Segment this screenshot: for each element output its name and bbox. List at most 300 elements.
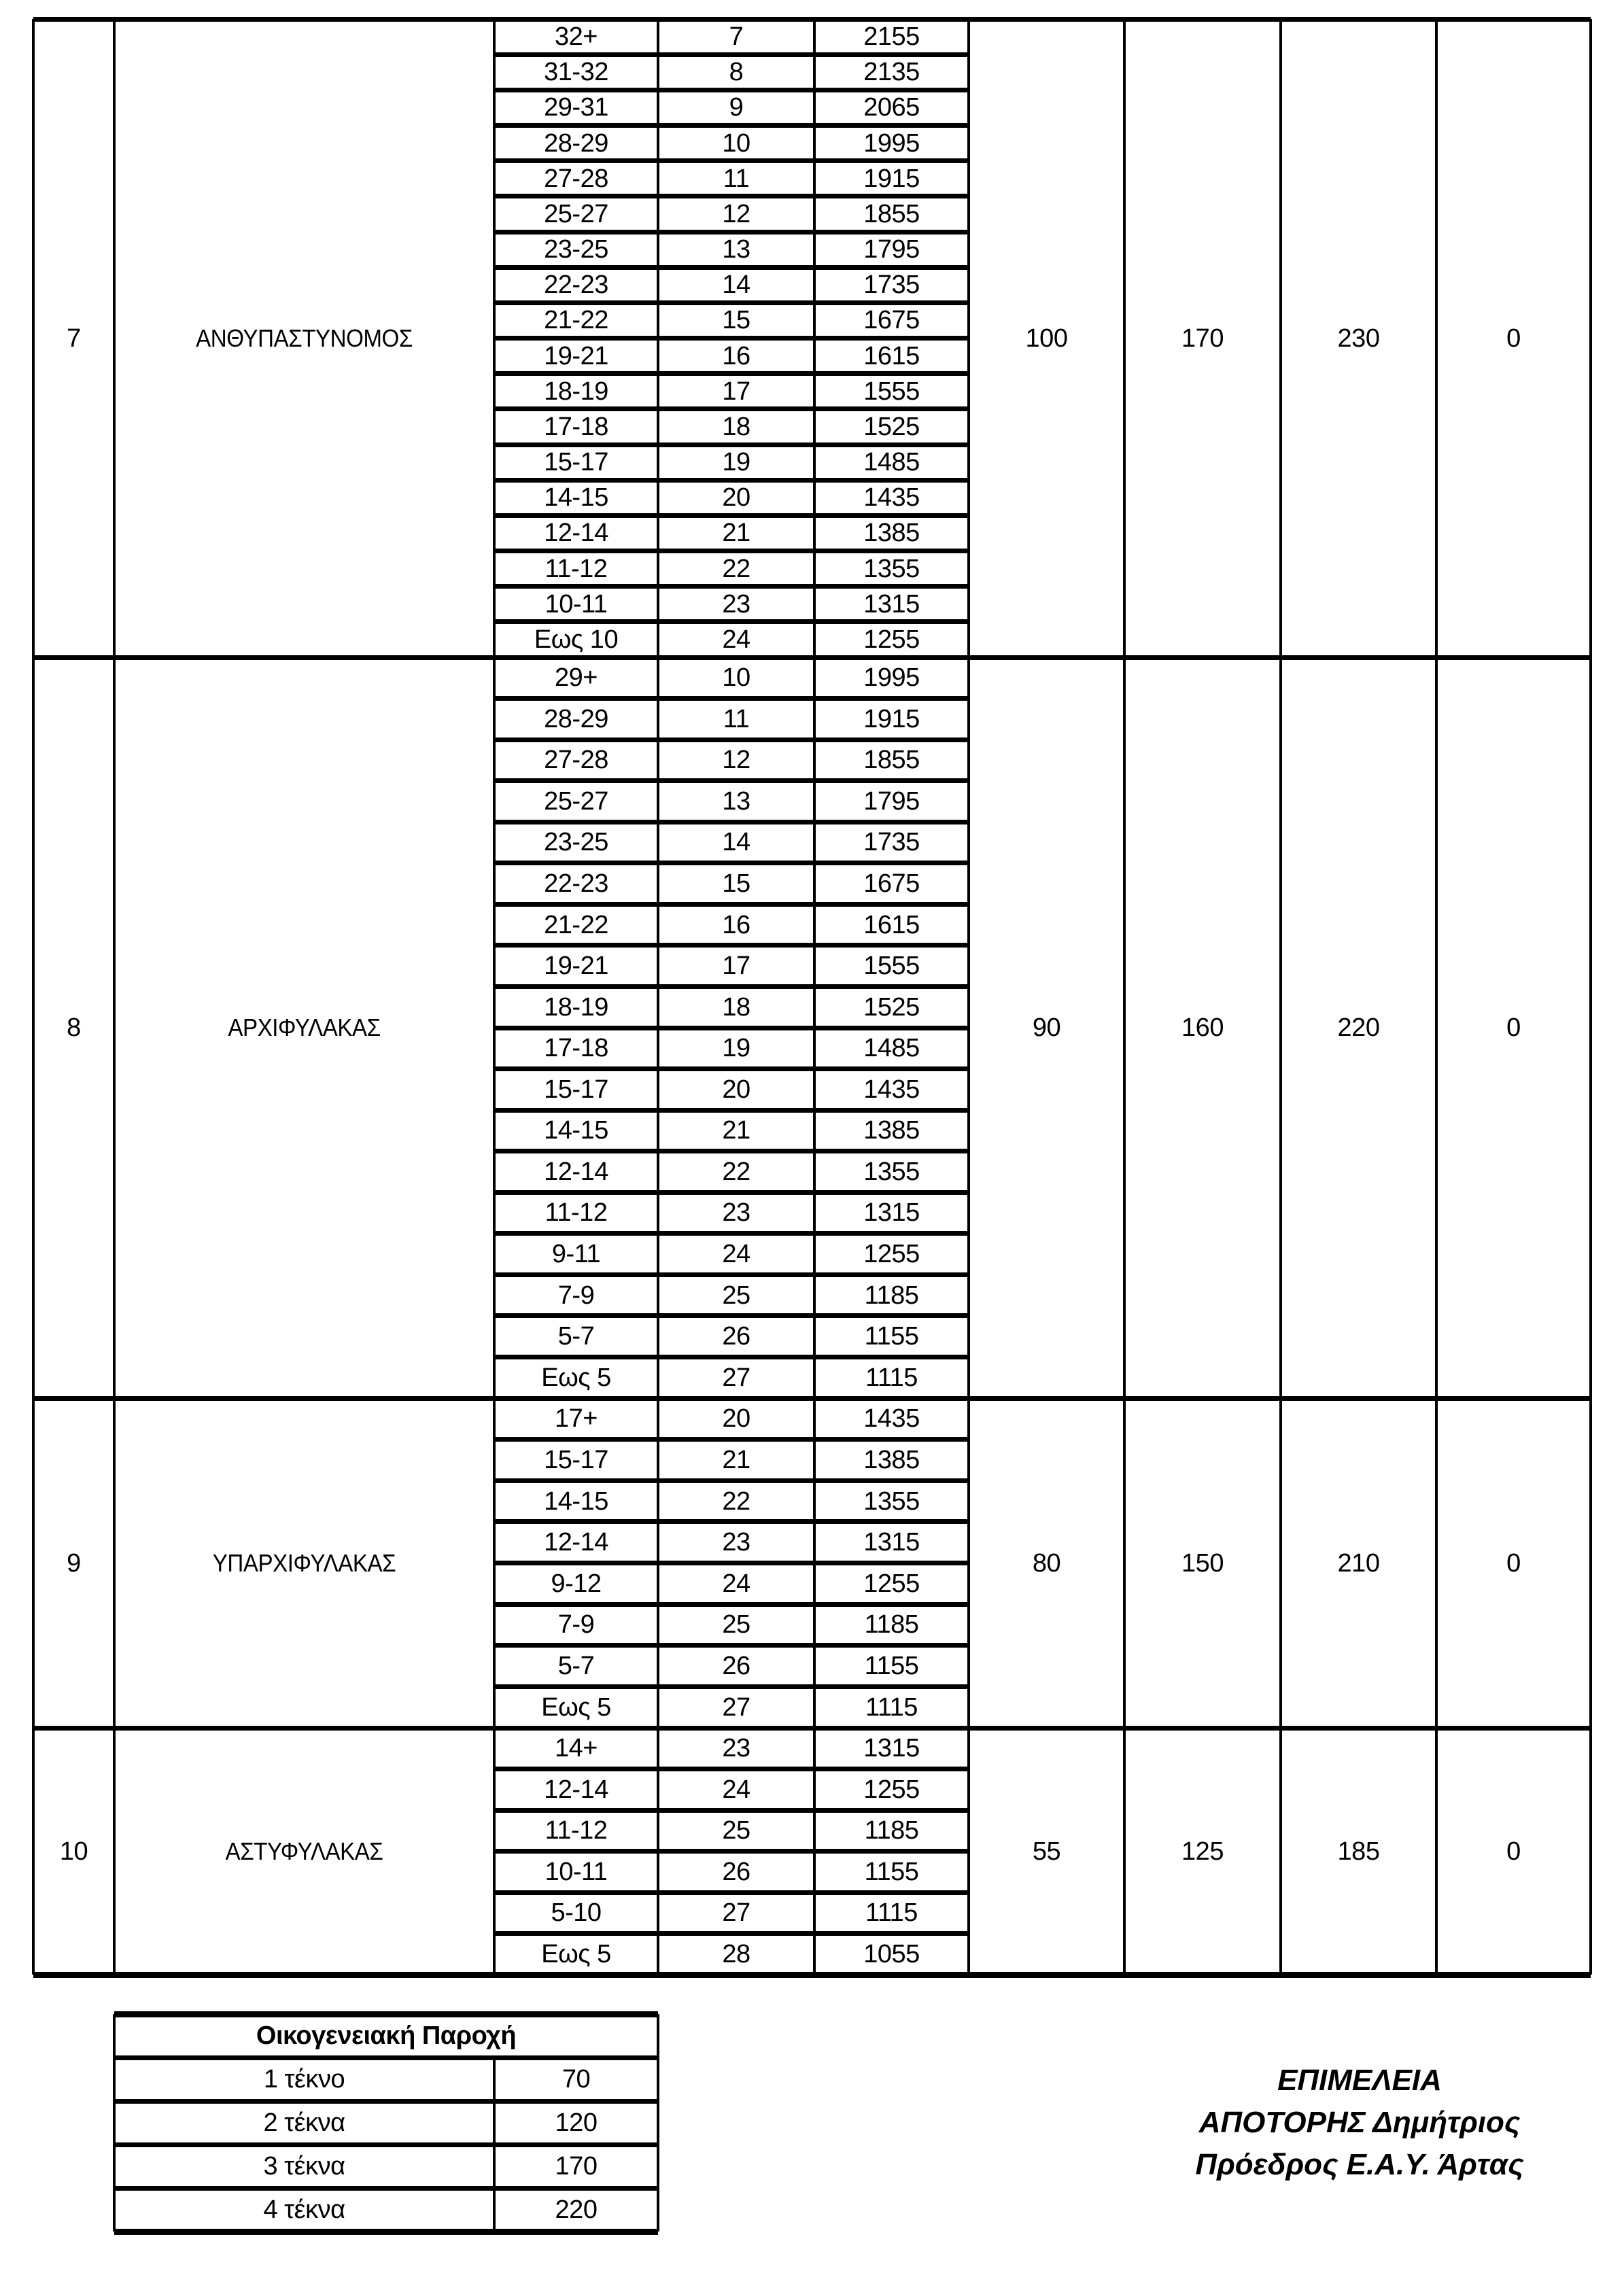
years-of-service-text: 18-19: [544, 992, 608, 1022]
rank-number-text: 8: [67, 1013, 81, 1042]
years-of-service-text: 7-9: [557, 1281, 595, 1310]
allowance-a-text: 80: [1032, 1548, 1061, 1578]
years-of-service: [494, 1522, 658, 1563]
years-of-service: [494, 445, 658, 480]
column-divider: [1435, 19, 1438, 657]
years-of-service-text: Εως 5: [541, 1939, 611, 1968]
salary-grade-text: 23: [722, 589, 750, 619]
row-divider: [494, 513, 969, 518]
salary-grade-text: 12: [722, 746, 750, 775]
salary-grade-text: 23: [722, 1528, 750, 1557]
salary-grade-text: 22: [722, 1157, 750, 1186]
column-divider: [1435, 1728, 1438, 1975]
salary-grade: [658, 1316, 814, 1357]
years-of-service: [494, 1234, 658, 1275]
base-salary: [814, 1440, 969, 1481]
base-salary-text: 1675: [863, 869, 920, 899]
allowance-c-text: 210: [1337, 1548, 1380, 1578]
salary-grade-text: 15: [722, 306, 750, 335]
base-salary: [814, 1852, 969, 1893]
salary-grade-text: 11: [723, 704, 750, 733]
row-divider: [494, 1767, 969, 1771]
base-salary: [814, 904, 969, 945]
base-salary: [814, 1480, 969, 1522]
column-divider: [967, 19, 970, 657]
column-divider: [967, 657, 970, 1398]
salary-grade-text: 17: [722, 952, 750, 981]
salary-grade-text: 24: [722, 1569, 750, 1598]
row-divider: [494, 1437, 969, 1442]
row-divider: [494, 406, 969, 411]
base-salary: [814, 126, 969, 161]
base-salary-text: 1355: [863, 1487, 920, 1516]
years-of-service: [494, 986, 658, 1028]
base-salary: [814, 515, 969, 551]
salary-grade-text: 9: [729, 93, 744, 122]
row-divider: [494, 1149, 969, 1153]
allowance-a: [969, 1728, 1124, 1975]
allowance-amount-text: 120: [555, 2108, 598, 2137]
salary-grade: [658, 126, 814, 161]
allowance-d-text: 0: [1506, 1837, 1521, 1866]
salary-grade: [658, 1480, 814, 1522]
years-of-service-text: 11-12: [545, 554, 608, 583]
row-divider: [494, 371, 969, 376]
allowance-a-text: 100: [1025, 324, 1068, 353]
base-salary-text: 1115: [865, 1692, 918, 1722]
salary-grade: [658, 1604, 814, 1646]
years-of-service: [494, 54, 658, 90]
table-border-left: [32, 1728, 35, 1975]
years-of-service: [494, 822, 658, 863]
base-salary: [814, 1934, 969, 1975]
section-divider: [33, 17, 1591, 22]
salary-grade: [658, 1440, 814, 1481]
salary-grade-text: 26: [722, 1322, 750, 1351]
base-salary-text: 1355: [863, 1157, 920, 1186]
years-of-service-text: 25-27: [544, 786, 608, 816]
years-of-service-text: 10-11: [545, 589, 608, 619]
base-salary: [814, 1646, 969, 1687]
base-salary: [814, 657, 969, 699]
row-divider: [494, 1808, 969, 1813]
salary-grade: [658, 740, 814, 781]
base-salary: [814, 1192, 969, 1234]
years-of-service: [494, 1810, 658, 1852]
years-of-service: [494, 1563, 658, 1605]
years-of-service-text: 25-27: [544, 199, 608, 228]
row-divider: [494, 584, 969, 589]
children-count-text: 4 τέκνα: [263, 2195, 345, 2224]
base-salary: [814, 1892, 969, 1934]
row-divider: [494, 1478, 969, 1483]
salary-grade: [658, 338, 814, 374]
years-of-service-text: 14-15: [544, 1487, 608, 1516]
rank-name: [129, 19, 479, 657]
row-divider: [494, 778, 969, 783]
salary-grade-text: 20: [722, 483, 750, 513]
years-of-service: [494, 587, 658, 622]
salary-grade-text: 22: [722, 1487, 750, 1516]
years-of-service: [494, 1274, 658, 1316]
salary-grade-text: 28: [722, 1939, 750, 1968]
years-of-service-text: 18-19: [544, 377, 608, 406]
years-of-service-text: Εως 5: [541, 1692, 611, 1722]
base-salary: [814, 1563, 969, 1605]
years-of-service: [494, 1892, 658, 1934]
rank-name-text: ΑΝΘΥΠΑΣΤΥΝΟΜΟΣ: [196, 324, 413, 352]
column-divider: [813, 1728, 816, 1975]
column-divider: [657, 1728, 659, 1975]
years-of-service: [494, 338, 658, 374]
base-salary: [814, 409, 969, 445]
row-divider: [494, 158, 969, 163]
salary-grade-text: 20: [722, 1404, 750, 1434]
allowance-b-text: 125: [1181, 1837, 1224, 1866]
row-divider: [494, 1355, 969, 1359]
base-salary: [814, 90, 969, 125]
base-salary-text: 1185: [864, 1610, 919, 1639]
allowance-c-text: 220: [1337, 1013, 1380, 1042]
allowance-d-text: 0: [1506, 1013, 1521, 1042]
base-salary: [814, 1357, 969, 1398]
base-salary: [814, 863, 969, 905]
base-salary: [814, 1274, 969, 1316]
years-of-service-text: 29-31: [544, 93, 608, 122]
salary-grade-text: 22: [722, 554, 750, 583]
base-salary-text: 1255: [863, 1240, 920, 1269]
salary-grade-text: 19: [722, 1034, 750, 1063]
row-divider: [494, 549, 969, 553]
row-divider: [494, 52, 969, 57]
salary-grade: [658, 196, 814, 232]
base-salary-text: 1525: [863, 412, 920, 441]
salary-grade-text: 24: [722, 1240, 750, 1269]
allowance-a-text: 55: [1032, 1837, 1061, 1866]
salary-grade-text: 24: [722, 1775, 750, 1804]
years-of-service: [494, 302, 658, 338]
salary-grade-text: 27: [722, 1898, 750, 1928]
salary-grade: [658, 1069, 814, 1111]
years-of-service-text: 17-18: [544, 412, 608, 441]
years-of-service-text: 15-17: [544, 1075, 608, 1104]
allowance-a: [969, 19, 1124, 657]
column-divider: [1435, 657, 1438, 1398]
allowance-amount: [494, 2188, 658, 2231]
row-divider: [494, 1190, 969, 1195]
base-salary: [814, 302, 969, 338]
base-salary-text: 1155: [864, 1652, 919, 1681]
salary-grade: [658, 480, 814, 515]
base-salary-text: 1185: [864, 1816, 919, 1845]
allowance-b: [1124, 1728, 1281, 1975]
salary-grade: [658, 54, 814, 90]
salary-grade: [658, 863, 814, 905]
salary-grade-text: 21: [722, 519, 750, 548]
row-divider: [494, 902, 969, 907]
base-salary: [814, 1234, 969, 1275]
column-divider: [113, 19, 116, 657]
salary-grade: [658, 1234, 814, 1275]
allowance-amount: [494, 2101, 658, 2144]
base-salary-text: 1485: [863, 448, 920, 477]
salary-grade-text: 27: [722, 1363, 750, 1392]
allowance-d-text: 0: [1506, 324, 1521, 353]
column-divider: [657, 19, 659, 657]
column-divider: [493, 1728, 496, 1975]
base-salary: [814, 54, 969, 90]
base-salary: [814, 945, 969, 987]
rank-number-text: 10: [59, 1837, 88, 1866]
allowance-d: [1436, 1398, 1591, 1728]
salary-grade: [658, 1728, 814, 1769]
base-salary: [814, 587, 969, 622]
row-divider: [494, 230, 969, 235]
allowance-b-text: 160: [1181, 1013, 1224, 1042]
base-salary-text: 1385: [863, 1445, 920, 1474]
row-divider: [494, 1026, 969, 1030]
salary-grade: [658, 1110, 814, 1151]
years-of-service: [494, 1028, 658, 1069]
years-of-service: [494, 1686, 658, 1728]
years-of-service-text: 5-7: [557, 1322, 595, 1351]
years-of-service-text: 5-10: [551, 1898, 602, 1928]
row-divider: [494, 336, 969, 341]
column-divider: [113, 657, 116, 1398]
base-salary: [814, 19, 969, 54]
allowance-c: [1281, 657, 1436, 1398]
years-of-service-text: 21-22: [544, 910, 608, 939]
years-of-service: [494, 781, 658, 822]
base-salary: [814, 551, 969, 587]
base-salary-text: 1855: [863, 746, 920, 775]
salary-grade: [658, 781, 814, 822]
allowance-d: [1436, 657, 1591, 1398]
allowance-d: [1436, 1728, 1591, 1975]
years-of-service-text: 12-14: [544, 519, 608, 548]
base-salary-text: 1735: [863, 271, 920, 300]
years-of-service-text: 14+: [555, 1734, 598, 1763]
allowance-c: [1281, 1728, 1436, 1975]
salary-grade: [658, 232, 814, 267]
column-divider: [113, 1398, 116, 1728]
base-salary-text: 1385: [863, 519, 920, 548]
years-of-service: [494, 945, 658, 987]
salary-grade: [658, 622, 814, 657]
salary-grade-text: 12: [722, 199, 750, 228]
row-divider: [494, 1643, 969, 1648]
row-divider: [494, 1931, 969, 1936]
signature-name: ΑΠΟΤΟΡΗΣ Δημήτριος: [1198, 2106, 1521, 2139]
allowance-d-text: 0: [1506, 1548, 1521, 1578]
years-of-service: [494, 740, 658, 781]
row-divider: [494, 1231, 969, 1236]
years-of-service: [494, 1151, 658, 1193]
salary-grade-text: 15: [722, 869, 750, 899]
years-of-service-text: 12-14: [544, 1775, 608, 1804]
base-salary-text: 1115: [865, 1898, 918, 1928]
years-of-service: [494, 904, 658, 945]
years-of-service-text: 32+: [555, 22, 598, 52]
salary-grade: [658, 1769, 814, 1811]
base-salary: [814, 1686, 969, 1728]
salary-grade: [658, 409, 814, 445]
table-border-right: [1589, 19, 1592, 657]
base-salary-text: 1115: [865, 1363, 918, 1392]
years-of-service-text: 7-9: [557, 1610, 595, 1639]
salary-grade-text: 27: [722, 1692, 750, 1722]
signature-block: [1156, 2060, 1563, 2186]
allowance-b: [1124, 19, 1281, 657]
row-divider: [494, 1066, 969, 1071]
base-salary: [814, 1769, 969, 1811]
rank-number: [33, 1728, 114, 1975]
base-salary-text: 1255: [863, 1569, 920, 1598]
row-divider: [114, 2186, 658, 2191]
allowance-c-text: 185: [1337, 1837, 1380, 1866]
children-count: [114, 2057, 494, 2101]
base-salary-text: 1615: [863, 910, 920, 939]
section-divider: [33, 1396, 1591, 1401]
years-of-service: [494, 1110, 658, 1151]
salary-grade: [658, 19, 814, 54]
salary-grade: [658, 1522, 814, 1563]
allowance-b-text: 150: [1181, 1548, 1224, 1578]
salary-grade-text: 20: [722, 1075, 750, 1104]
years-of-service-text: 17-18: [544, 1034, 608, 1063]
signature-title: ΕΠΙΜΕΛΕΙΑ: [1277, 2064, 1442, 2097]
base-salary: [814, 267, 969, 302]
base-salary-text: 1485: [863, 1034, 920, 1063]
table-border-left: [32, 657, 35, 1398]
years-of-service-text: 19-21: [544, 341, 608, 370]
allowance-c: [1281, 19, 1436, 657]
years-of-service: [494, 1604, 658, 1646]
column-divider: [1123, 19, 1126, 657]
row-divider: [494, 1890, 969, 1895]
years-of-service: [494, 1192, 658, 1234]
years-of-service: [494, 19, 658, 54]
row-divider: [114, 2055, 658, 2060]
column-divider: [813, 657, 816, 1398]
rank-number: [33, 1398, 114, 1728]
base-salary-text: 1555: [863, 952, 920, 981]
row-divider: [494, 1519, 969, 1524]
years-of-service-text: 27-28: [544, 746, 608, 775]
allowance-a: [969, 657, 1124, 1398]
years-of-service: [494, 161, 658, 196]
base-salary: [814, 338, 969, 374]
salary-grade: [658, 1810, 814, 1852]
salary-grade: [658, 1192, 814, 1234]
salary-grade: [658, 587, 814, 622]
rank-name: [129, 657, 479, 1398]
base-salary-text: 1735: [863, 828, 920, 857]
base-salary: [814, 740, 969, 781]
salary-grade-text: 17: [722, 377, 750, 406]
salary-grade: [658, 445, 814, 480]
children-count-text: 3 τέκνα: [263, 2152, 345, 2181]
row-divider: [494, 88, 969, 92]
base-salary: [814, 1151, 969, 1193]
column-divider: [113, 1728, 116, 1975]
salary-grade-text: 23: [722, 1734, 750, 1763]
years-of-service-text: 23-25: [544, 828, 608, 857]
table-border-bottom: [114, 2229, 658, 2235]
salary-grade: [658, 374, 814, 409]
row-divider: [494, 1602, 969, 1607]
column-divider: [1123, 657, 1126, 1398]
row-divider: [494, 478, 969, 483]
salary-grade: [658, 1274, 814, 1316]
base-salary: [814, 986, 969, 1028]
row-divider: [494, 861, 969, 865]
base-salary: [814, 1028, 969, 1069]
base-salary: [814, 1316, 969, 1357]
base-salary-text: 2135: [863, 58, 920, 87]
years-of-service: [494, 1440, 658, 1481]
column-divider: [1123, 1728, 1126, 1975]
column-divider: [657, 1398, 659, 1728]
salary-grade-text: 13: [722, 235, 750, 264]
salary-grade: [658, 515, 814, 551]
allowance-b-text: 170: [1181, 324, 1224, 353]
salary-grade: [658, 1934, 814, 1975]
base-salary-text: 1915: [863, 704, 920, 733]
years-of-service: [494, 699, 658, 740]
base-salary-text: 1255: [863, 625, 920, 654]
years-of-service: [494, 1728, 658, 1769]
years-of-service: [494, 374, 658, 409]
base-salary-text: 1995: [863, 128, 920, 158]
rank-number-text: 9: [67, 1548, 81, 1578]
base-salary: [814, 196, 969, 232]
years-of-service-text: Εως 10: [534, 625, 619, 654]
years-of-service-text: 22-23: [544, 271, 608, 300]
children-count-text: 2 τέκνα: [263, 2108, 345, 2137]
years-of-service: [494, 1646, 658, 1687]
salary-grade: [658, 551, 814, 587]
rank-number: [33, 19, 114, 657]
years-of-service-text: 11-12: [545, 1816, 608, 1845]
table-border-right: [1589, 1728, 1592, 1975]
base-salary-text: 1995: [863, 663, 920, 693]
salary-grade: [658, 1028, 814, 1069]
row-divider: [494, 1313, 969, 1318]
salary-grade-text: 16: [722, 341, 750, 370]
salary-grade: [658, 1357, 814, 1398]
salary-grade-text: 14: [722, 271, 750, 300]
table-border-left: [32, 19, 35, 657]
years-of-service: [494, 551, 658, 587]
row-divider: [494, 619, 969, 624]
allowance-b: [1124, 657, 1281, 1398]
years-of-service: [494, 480, 658, 515]
rank-name-text: ΥΠΑΡΧΙΦΥΛΑΚΑΣ: [212, 1548, 396, 1577]
column-divider: [657, 657, 659, 1398]
column-divider: [493, 2057, 496, 2231]
salary-grade-text: 10: [722, 128, 750, 158]
row-divider: [494, 300, 969, 305]
base-salary: [814, 822, 969, 863]
base-salary-text: 1795: [863, 786, 920, 816]
row-divider: [114, 2142, 658, 2147]
salary-grade: [658, 1151, 814, 1193]
years-of-service: [494, 1934, 658, 1975]
column-divider: [493, 19, 496, 657]
row-divider: [494, 442, 969, 447]
salary-grade: [658, 1398, 814, 1440]
